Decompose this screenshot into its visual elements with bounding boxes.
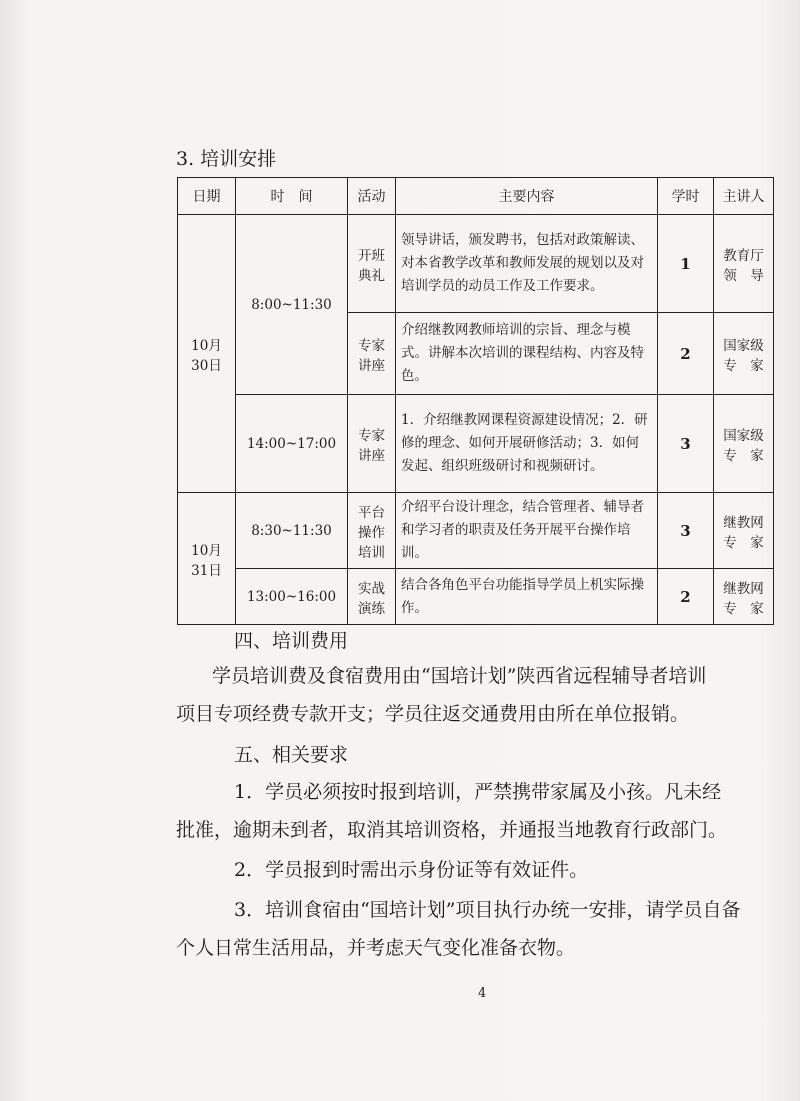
date-cell: 10月31日	[178, 493, 236, 625]
table-row	[178, 493, 774, 569]
header-speaker: 主讲人	[714, 178, 774, 215]
header-hours: 学时	[658, 178, 714, 215]
time-cell: 8:30~11:30	[236, 493, 348, 569]
requirement-3-line-2: 个人日常生活用品，并考虑天气变化准备衣物。	[176, 937, 576, 959]
requirement-1-line-2: 批准，逾期未到者，取消其培训资格，并通报当地教育行政部门。	[176, 819, 728, 841]
section4-paragraph-line-2: 项目专项经费专款开支；学员往返交通费用由所在单位报销。	[176, 703, 690, 725]
section3-title: 3. 培训安排	[176, 148, 277, 170]
hours-cell: 2	[658, 313, 714, 395]
header-date: 日期	[178, 178, 236, 215]
requirement-1-line-1: 1．学员必须按时报到培训，严禁携带家属及小孩。凡未经	[234, 781, 722, 803]
table-row	[178, 569, 774, 625]
table-header-row	[178, 178, 774, 215]
speaker-cell: 国家级专 家	[714, 313, 774, 395]
page-number: 4	[478, 986, 487, 1001]
speaker-cell: 教育厅领 导	[714, 215, 774, 313]
activity-cell: 专家讲座	[348, 395, 396, 493]
speaker-cell: 继教网专 家	[714, 569, 774, 625]
content-cell: 领导讲话，颁发聘书，包括对政策解读、对本省教学改革和教师发展的规划以及对培训学员的动员工作及工作要求。	[396, 215, 658, 313]
header-time: 时 间	[236, 178, 348, 215]
hours-cell: 1	[658, 215, 714, 313]
section4-title: 四、培训费用	[234, 630, 349, 652]
content-cell: 介绍平台设计理念，结合管理者、辅导者和学习者的职责及任务开展平台操作培训。	[396, 493, 658, 569]
hours-cell: 2	[658, 569, 714, 625]
section5-title: 五、相关要求	[234, 744, 349, 766]
activity-cell: 开班典礼	[348, 215, 396, 313]
content-cell: 结合各角色平台功能指导学员上机实际操作。	[396, 569, 658, 625]
speaker-cell: 国家级专 家	[714, 395, 774, 493]
header-content: 主要内容	[396, 178, 658, 215]
table-row	[178, 395, 774, 493]
speaker-cell: 继教网专 家	[714, 493, 774, 569]
date-cell: 10月30日	[178, 215, 236, 493]
time-cell: 14:00~17:00	[236, 395, 348, 493]
requirement-3-line-1: 3．培训食宿由“国培计划”项目执行办统一安排，请学员自备	[234, 899, 741, 921]
section4-paragraph-line-1: 学员培训费及食宿费用由“国培计划”陕西省远程辅导者培训	[212, 665, 707, 687]
activity-cell: 实战演练	[348, 569, 396, 625]
training-schedule-table	[177, 177, 774, 625]
requirement-2: 2．学员报到时需出示身份证等有效证件。	[234, 859, 589, 881]
hours-cell: 3	[658, 493, 714, 569]
hours-cell: 3	[658, 395, 714, 493]
activity-cell: 平台操作培训	[348, 493, 396, 569]
activity-cell: 专家讲座	[348, 313, 396, 395]
time-cell: 13:00~16:00	[236, 569, 348, 625]
content-cell: 1．介绍继教网课程资源建设情况；2．研修的理念、如何开展研修活动；3．如何发起、组织班级研讨和视频研讨。	[396, 395, 658, 493]
header-activity: 活动	[348, 178, 396, 215]
table-row	[178, 215, 774, 313]
content-cell: 介绍继教网教师培训的宗旨、理念与模式。讲解本次培训的课程结构、内容及特色。	[396, 313, 658, 395]
time-cell: 8:00~11:30	[236, 215, 348, 395]
